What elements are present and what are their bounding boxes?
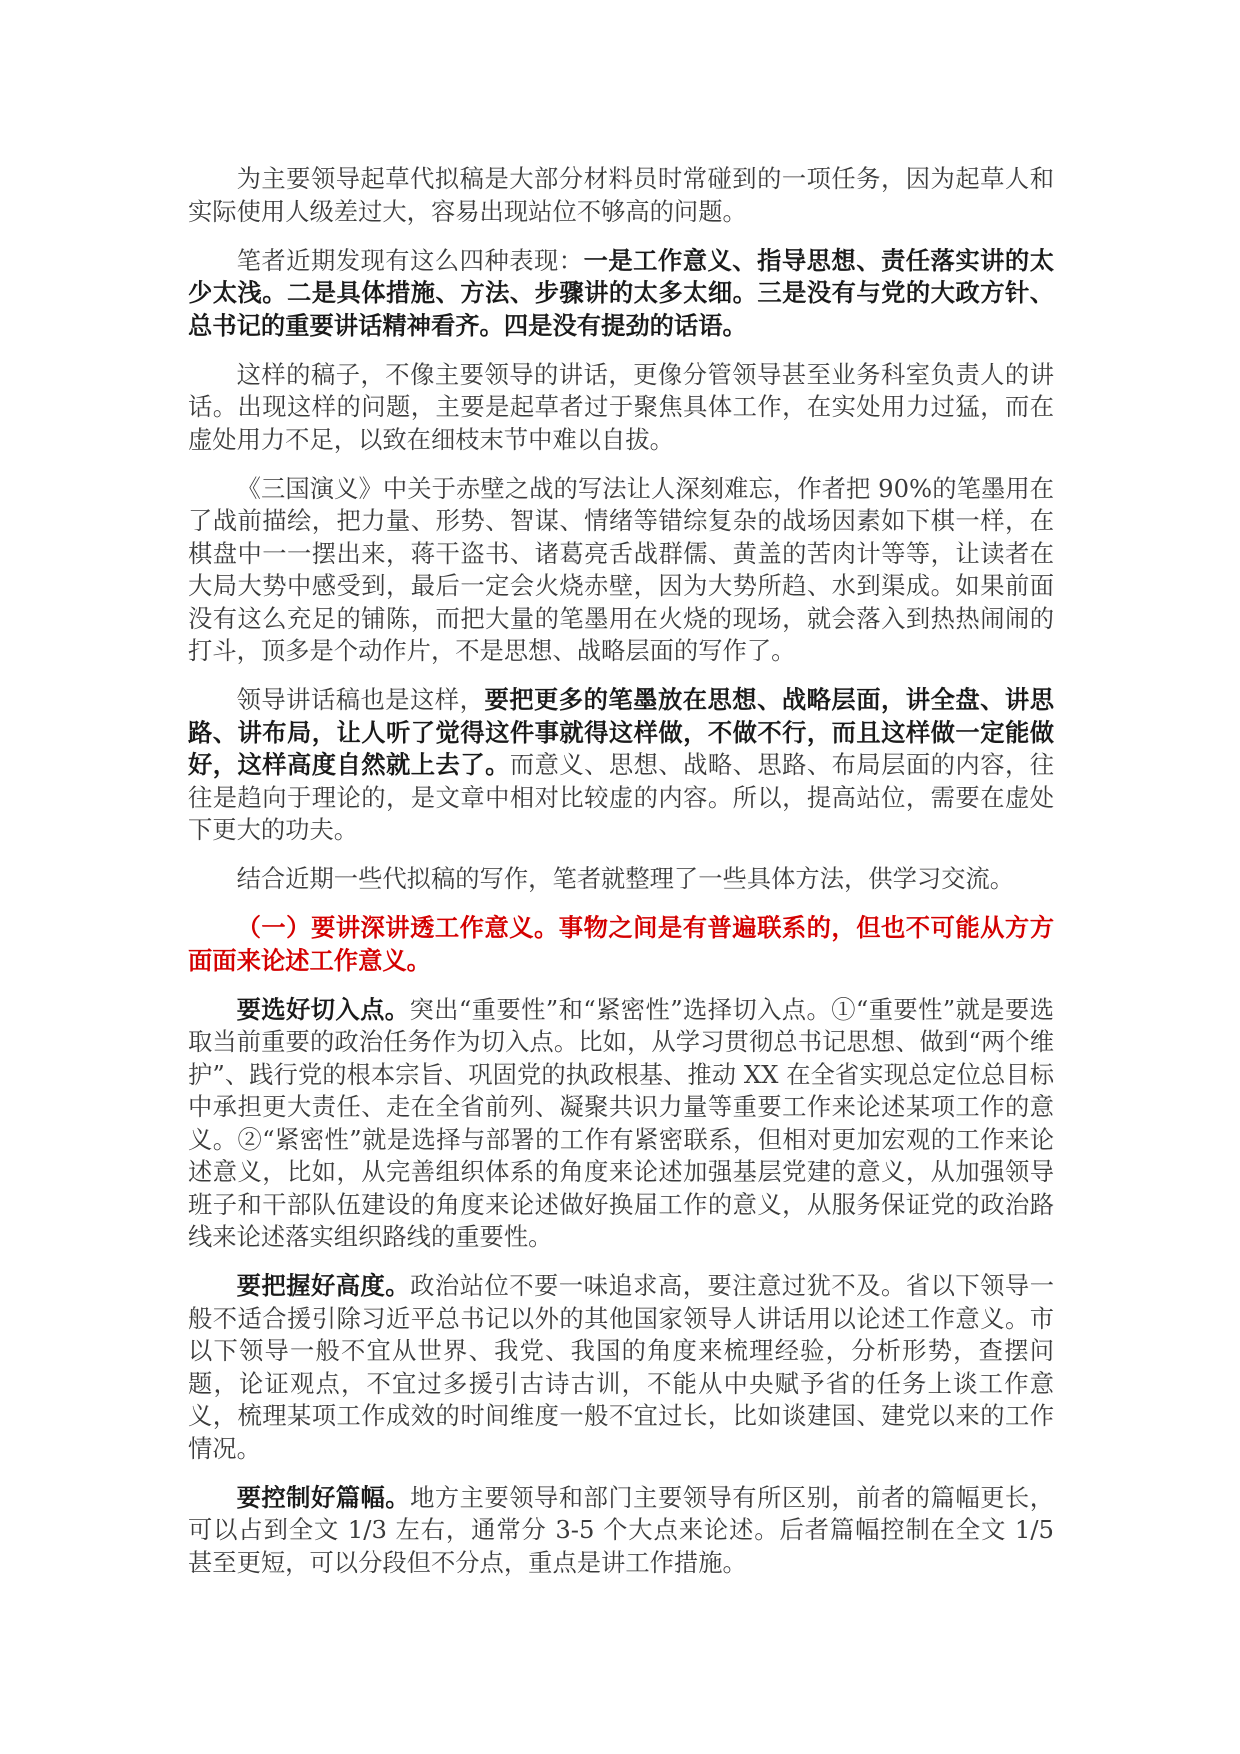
bold-text: 一是工作意义、指导思想、责任落实讲的太少太浅。二是具体措施、方法、步骤讲的太多太细。三是没有与党的大政方针、总书记的重要讲话精神看齐。四是没有提劲的话语。: [188, 245, 1054, 340]
bold-text: 要控制好篇幅。: [236, 1482, 411, 1512]
bold-text: 要把更多的笔墨放在思想、战略层面，讲全盘、讲思路、讲布局，让人听了觉得这件事就得这样做，不做不行，而且这样做一定能做好，这样高度自然就上去了。: [188, 685, 1055, 779]
bold-text: 要选好切入点。: [236, 994, 410, 1024]
paragraph: [188, 1270, 1054, 1465]
paragraph: [188, 863, 1054, 896]
body-text: 领导讲话稿也是这样，: [236, 685, 485, 714]
paragraph: [188, 912, 1054, 977]
body-text: 笔者近期发现有这么四种表现：: [236, 245, 584, 275]
section-heading-text: （一）要讲深讲透工作意义。事物之间是有普遍联系的，但也不可能从方方面面来论述工作意义。: [188, 913, 1054, 975]
body-text: 这样的稿子，不像主要领导的讲话，更像分管领导甚至业务科室负责人的讲话。出现这样的问题，主要是起草者过于聚焦具体工作，在实处用力过猛，而在虚处用力不足，以致在细枝末节中难以自拔。: [188, 359, 1054, 454]
paragraph: [188, 473, 1054, 668]
body-text: 突出“重要性”和“紧密性”选择切入点。①“重要性”就是要选取当前重要的政治任务作为切入点。比如，从学习贯彻总书记思想、做到“两个维护”、践行党的根本宗旨、巩固党的执政根基、推动 XX 在全省实现总定位总目标中承担更大责任、走在全省前列、凝聚共识力量等重要工作来论述某项工作的意义。②“紧密性”就是选择与部署的工作有紧密联系，但相对更加宏观的工作来论述意义，比如，从完善组织体系的角度来论述加强基层党建的意义，从加强领导班子和干部队伍建设的角度来论述做好换届工作的意义，从服务保证党的政治路线来论述落实组织路线的重要性。: [188, 994, 1054, 1251]
paragraph: [188, 359, 1054, 457]
paragraph: [188, 994, 1054, 1254]
paragraph: [188, 684, 1054, 847]
body-text: 为主要领导起草代拟稿是大部分材料员时常碰到的一项任务，因为起草人和实际使用人级差过大，容易出现站位不够高的问题。: [188, 164, 1054, 226]
body-text: 结合近期一些代拟稿的写作，笔者就整理了一些具体方法，供学习交流。: [236, 864, 1015, 893]
body-text: 地方主要领导和部门主要领导有所区别，前者的篇幅更长，可以占到全文 1/3 左右，通常分 3-5 个大点来论述。后者篇幅控制在全文 1/5 甚至更短，可以分段但不分点，重点是讲工作措施。: [188, 1482, 1055, 1577]
paragraph: [188, 163, 1054, 228]
body-text: 政治站位不要一味追求高，要注意过犹不及。省以下领导一般不适合援引除习近平总书记以外的其他国家领导人讲话用以论述工作意义。市以下领导一般不宜从世界、我党、我国的角度来梳理经验，分析形势，查摆问题，论证观点，不宜过多援引古诗古训，不能从中央赋予省的任务上谈工作意义，梳理某项工作成效的时间维度一般不宜过长，比如谈建国、建党以来的工作情况。: [188, 1271, 1055, 1463]
paragraph: [188, 1482, 1054, 1580]
body-text: 《三国演义》中关于赤壁之战的写法让人深刻难忘，作者把 90%的笔墨用在了战前描绘，把力量、形势、智谋、情绪等错综复杂的战场因素如下棋一样，在棋盘中一一摆出来，蒋干盗书、诸葛亮舌战群儒、黄盖的苦肉计等等，让读者在大局大势中感受到，最后一定会火烧赤壁，因为大势所趋、水到渠成。如果前面没有这么充足的铺陈，而把大量的笔墨用在火烧的现场，就会落入到热热闹闹的打斗，顶多是个动作片，不是思想、战略层面的写作了。: [188, 473, 1054, 665]
document-page: [188, 163, 1054, 1596]
bold-text: 要把握好高度。: [236, 1271, 411, 1300]
body-text: 而意义、思想、战略、思路、布局层面的内容，往往是趋向于理论的，是文章中相对比较虚的内容。所以，提高站位，需要在虚处下更大的功夫。: [188, 750, 1054, 844]
paragraph: [188, 245, 1054, 343]
